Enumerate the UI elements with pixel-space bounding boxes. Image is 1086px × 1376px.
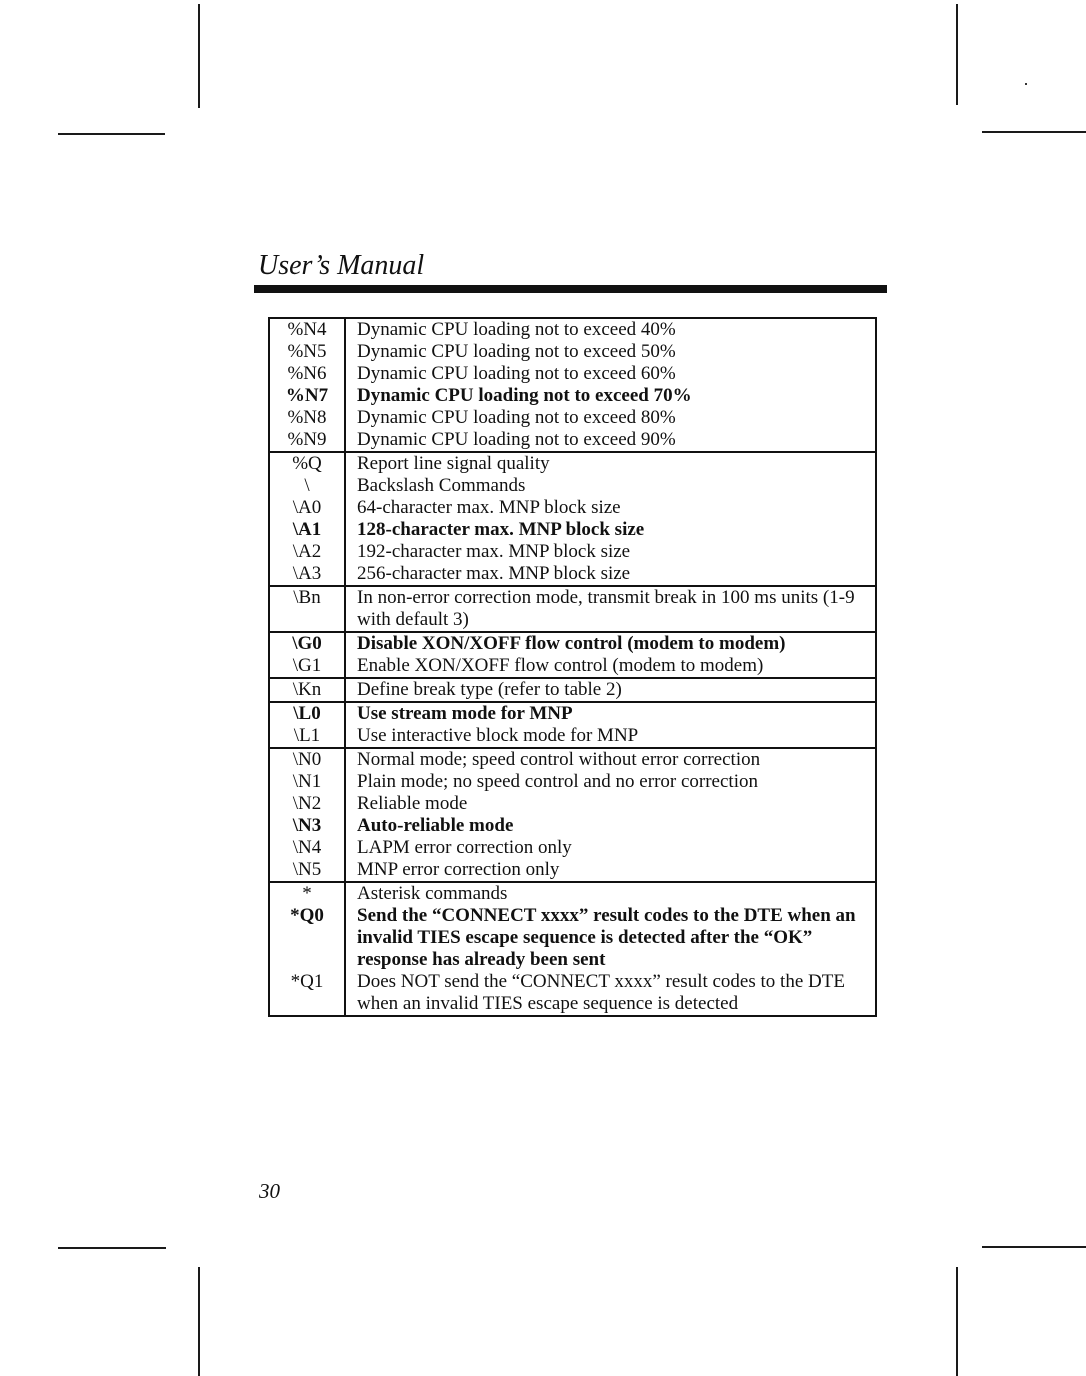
command-code: %N5	[269, 341, 345, 363]
crop-mark-bottom-right-horizontal	[982, 1246, 1086, 1248]
table-row	[269, 407, 876, 429]
command-description: Dynamic CPU loading not to exceed 60%	[357, 363, 676, 384]
command-code: \Bn	[269, 586, 345, 632]
table-row	[269, 725, 876, 748]
command-description: 256-character max. MNP block size	[357, 563, 631, 584]
command-description: Backslash Commands	[357, 475, 526, 496]
command-group	[269, 632, 876, 678]
command-group	[269, 678, 876, 702]
command-code: %N6	[269, 363, 345, 385]
command-description: Enable XON/XOFF flow control (modem to modem)	[357, 655, 764, 676]
command-description: Dynamic CPU loading not to exceed 80%	[357, 407, 676, 428]
command-description: Use stream mode for MNP	[345, 702, 876, 725]
command-description: In non-error correction mode, transmit break in 100 ms units (1-9 with default 3)	[345, 586, 876, 632]
crop-mark-bottom-right-vertical	[956, 1267, 958, 1376]
command-code: \N4	[269, 837, 345, 859]
command-group	[269, 882, 876, 1016]
command-code: %N7	[269, 385, 345, 407]
command-code: %N4	[269, 318, 345, 341]
crop-mark-top-left-horizontal	[58, 133, 165, 135]
command-description: Does NOT send the “CONNECT xxxx” result codes to the DTE when an invalid TIES escape sequence is detected	[357, 971, 845, 1014]
command-group	[269, 318, 876, 452]
header-rule	[254, 285, 887, 293]
table-row	[269, 771, 876, 793]
table-row	[269, 318, 876, 341]
command-code: *	[269, 882, 345, 905]
command-code: %N9	[269, 429, 345, 452]
command-code: \A3	[269, 563, 345, 586]
command-code: \N1	[269, 771, 345, 793]
crop-mark-bottom-left-horizontal	[58, 1247, 166, 1249]
command-description: Plain mode; no speed control and no error correction	[357, 771, 758, 792]
command-description: Asterisk commands	[345, 882, 876, 905]
command-code: %Q	[269, 452, 345, 475]
command-description: Use interactive block mode for MNP	[357, 725, 639, 746]
command-description: Dynamic CPU loading not to exceed 70%	[357, 385, 692, 406]
command-description: 128-character max. MNP block size	[357, 519, 645, 540]
table-row	[269, 341, 876, 363]
command-description: Dynamic CPU loading not to exceed 40%	[357, 319, 676, 340]
command-code: \L0	[269, 702, 345, 725]
table-row	[269, 452, 876, 475]
command-description: Dynamic CPU loading not to exceed 50%	[357, 341, 676, 362]
command-code: \	[269, 475, 345, 497]
command-description: Send the “CONNECT xxxx” result codes to the DTE when an invalid TIES escape sequence is detected after the “OK” response has already been sent	[357, 905, 856, 970]
table-row	[269, 541, 876, 563]
table-row	[269, 563, 876, 586]
table-row	[269, 748, 876, 771]
command-group	[269, 586, 876, 632]
command-description: Dynamic CPU loading not to exceed 90%	[357, 429, 676, 450]
command-description: MNP error correction only	[357, 859, 560, 880]
table-row	[269, 385, 876, 407]
command-code: \G1	[269, 655, 345, 678]
command-code: \Kn	[269, 678, 345, 702]
table-row	[269, 905, 876, 971]
table-row	[269, 497, 876, 519]
table-row	[269, 882, 876, 905]
command-description: Auto-reliable mode	[357, 815, 514, 836]
table-row	[269, 859, 876, 882]
command-group	[269, 452, 876, 586]
command-description: 192-character max. MNP block size	[357, 541, 631, 562]
page-number: 30	[259, 1179, 280, 1203]
table-row	[269, 837, 876, 859]
command-code: \N2	[269, 793, 345, 815]
command-code: \L1	[269, 725, 345, 748]
crop-mark-bottom-left-vertical	[198, 1267, 200, 1376]
table-row	[269, 586, 876, 632]
command-description: Reliable mode	[357, 793, 468, 814]
table-row	[269, 971, 876, 1016]
command-description: 64-character max. MNP block size	[357, 497, 621, 518]
table-row	[269, 702, 876, 725]
table-row	[269, 655, 876, 678]
table-row	[269, 363, 876, 385]
command-code: \N0	[269, 748, 345, 771]
command-description: Report line signal quality	[345, 452, 876, 475]
command-description: LAPM error correction only	[357, 837, 572, 858]
command-code: \A0	[269, 497, 345, 519]
scan-speck	[1025, 83, 1027, 85]
table-row	[269, 632, 876, 655]
command-code: *Q1	[269, 971, 345, 1016]
command-code: \A2	[269, 541, 345, 563]
page-header-title: User’s Manual	[258, 250, 425, 281]
command-table	[268, 317, 877, 1017]
table-row	[269, 815, 876, 837]
table-row	[269, 429, 876, 452]
table-row	[269, 793, 876, 815]
command-code: *Q0	[269, 905, 345, 971]
command-description: Disable XON/XOFF flow control (modem to modem)	[345, 632, 876, 655]
command-code: \G0	[269, 632, 345, 655]
command-description: Define break type (refer to table 2)	[345, 678, 876, 702]
crop-mark-top-right-vertical	[956, 4, 958, 105]
table-row	[269, 519, 876, 541]
command-group	[269, 702, 876, 748]
command-description: Normal mode; speed control without error correction	[345, 748, 876, 771]
command-code: \N5	[269, 859, 345, 882]
command-code: %N8	[269, 407, 345, 429]
crop-mark-top-right-horizontal	[982, 131, 1086, 133]
command-group	[269, 748, 876, 882]
table-row	[269, 678, 876, 702]
crop-mark-top-left-vertical	[198, 4, 200, 108]
command-code: \A1	[269, 519, 345, 541]
command-code: \N3	[269, 815, 345, 837]
table-row	[269, 475, 876, 497]
